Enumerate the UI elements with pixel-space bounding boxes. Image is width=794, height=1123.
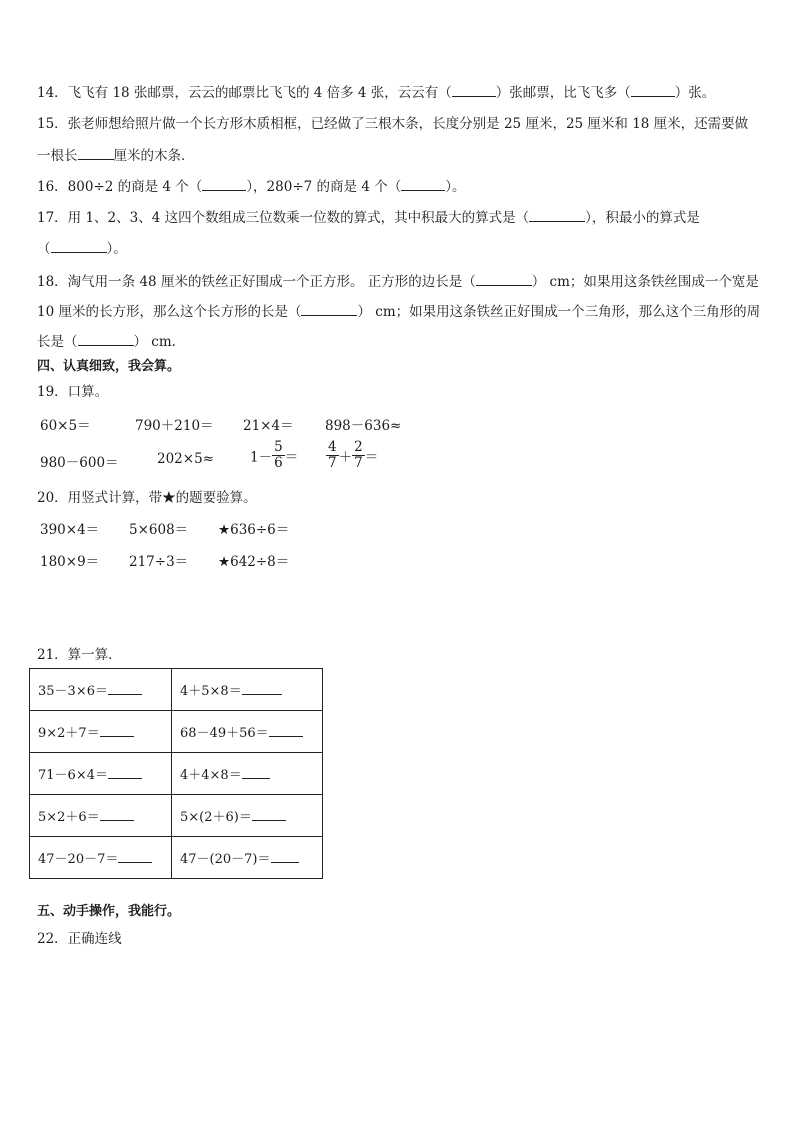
q19-frac2-den2: 7 [354,455,363,471]
cell-expression: 4＋4×8＝ [180,768,242,783]
question-20-title: 20．用竖式计算，带★的题要验算。 [37,490,257,506]
cell-expression: 35－3×6＝ [38,684,108,699]
answer-blank[interactable] [100,806,134,821]
q17-text-a: 17．用 1、2、3、4 这四个数组成三位数乘一位数的算式，其中积最大的算式是（ [37,210,530,226]
q16-text-a: 16．800÷2 的商是 4 个（ [37,179,203,195]
q18-text-c: 10 厘米的长方形，那么这个长方形的长是（ [37,304,302,320]
q19-fraction-4-7 [326,440,339,471]
q14-text-c: ）张。 [674,85,716,101]
table-cell [30,753,172,795]
q20-item-6: ★642÷8＝ [218,554,290,570]
answer-blank[interactable] [271,848,299,863]
answer-blank[interactable] [108,680,142,695]
q18-blank-2[interactable] [301,301,357,316]
table-cell [172,753,323,795]
q19-item-1: 60×5＝ [40,418,91,434]
q19-item-4: 898－636≈ [325,418,402,434]
q19-item-7 [250,440,298,471]
cell-expression: 5×2＋6＝ [38,810,100,825]
q19-item-3: 21×4＝ [243,418,294,434]
answer-blank[interactable] [242,764,270,779]
q19-frac2-num1: 4 [328,439,337,455]
q18-blank-3[interactable] [78,331,134,346]
q20-row-1 [37,518,437,540]
table-row [30,711,323,753]
question-21-title: 21．算一算． [37,647,122,663]
q17-text-d: ）。 [106,241,127,257]
q15-blank[interactable] [78,145,114,160]
table-cell [172,669,323,711]
q14-blank-2[interactable] [631,82,675,97]
question-15-line-1: 15．张老师想给照片做一个长方形木质相框，已经做了三根木条，长度分别是 25 厘米，25 厘米和 18 厘米，还需要做 [37,116,749,132]
q15-text-b: 厘米的木条． [113,148,195,164]
q20-item-5: 217÷3＝ [129,554,189,570]
q21-calc-table [29,668,323,879]
q17-blank-1[interactable] [529,207,585,222]
q19-frac2-den1: 7 [328,455,337,471]
q16-text-c: ）。 [445,179,466,195]
table-row [30,669,323,711]
question-18-line-2 [37,301,764,322]
cell-expression: 68－49＋56＝ [180,726,269,741]
q19-row-2 [37,440,437,484]
table-cell [172,711,323,753]
q19-frac1-den: 6 [274,455,283,471]
q16-text-b: ），280÷7 的商是 4 个（ [246,179,402,195]
table-cell [172,795,323,837]
answer-blank[interactable] [242,680,282,695]
question-16 [37,176,764,197]
table-cell [30,711,172,753]
section-4-heading: 四、认真细致，我会算。 [37,359,181,374]
q14-blank-1[interactable] [452,82,496,97]
table-cell [30,837,172,879]
answer-blank[interactable] [252,806,286,821]
table-row [30,795,323,837]
q15-text-a: 一根长 [37,148,78,164]
q14-text-a: 14．飞飞有 18 张邮票，云云的邮票比飞飞的 4 倍多 4 张，云云有（ [37,85,452,101]
question-19-title: 19．口算。 [37,384,109,400]
q18-text-d: ） cm；如果用这条铁丝正好围成一个三角形，那么这个三角形的周 [357,304,761,320]
question-17-line-1 [37,207,764,228]
q17-text-b: ），积最小的算式是 [585,210,700,226]
q19-frac2-suffix: ＝ [364,449,379,466]
cell-expression: 5×(2＋6)＝ [180,810,252,825]
q19-fraction-2-7 [352,440,365,471]
q19-frac1-suffix: ＝ [284,449,299,466]
q20-item-1: 390×4＝ [40,522,100,538]
answer-blank[interactable] [118,848,152,863]
q19-frac1-num: 5 [274,439,283,455]
table-cell [172,837,323,879]
cell-expression: 9×2＋7＝ [38,726,100,741]
q18-text-b: ） cm；如果用这条铁丝围成一个宽是 [531,274,759,290]
q19-frac1-prefix: 1－ [250,449,273,466]
q18-text-a: 18．淘气用一条 48 厘米的铁丝正好围成一个正方形。 正方形的边长是（ [37,274,476,290]
table-row [30,753,323,795]
cell-expression: 47－20－7＝ [38,852,119,867]
q19-item-5: 980－600＝ [40,455,119,471]
answer-blank[interactable] [108,764,142,779]
q19-frac2-num2: 2 [354,439,363,455]
q17-text-c: （ [37,241,51,257]
q19-frac2-op: ＋ [338,449,353,466]
section-5-heading: 五、动手操作，我能行。 [37,904,181,919]
question-15-line-2 [37,145,764,166]
q19-fraction-5-6 [272,440,285,471]
cell-expression: 71－6×4＝ [38,768,108,783]
q18-blank-1[interactable] [476,271,532,286]
q20-item-2: 5×608＝ [129,522,189,538]
table-cell [30,795,172,837]
cell-expression: 47－(20－7)＝ [180,852,271,867]
answer-blank[interactable] [100,722,134,737]
q20-row-2 [37,550,437,572]
table-row [30,837,323,879]
question-18-line-3 [37,331,764,352]
question-14 [37,82,764,103]
q17-blank-2[interactable] [51,238,107,253]
q14-text-b: ）张邮票，比飞飞多（ [495,85,631,101]
q20-item-3: ★636÷6＝ [218,522,290,538]
cell-expression: 4＋5×8＝ [180,684,242,699]
q18-text-f: ） cm. [133,334,176,350]
q19-item-2: 790＋210＝ [135,418,214,434]
q19-item-8 [326,440,378,471]
q19-row-1 [37,414,437,436]
q19-item-6: 202×5≈ [157,451,214,467]
answer-blank[interactable] [269,722,303,737]
question-22-title: 22．正确连线 [37,931,122,947]
q16-blank-1[interactable] [202,176,246,191]
q20-item-4: 180×9＝ [40,554,100,570]
q18-text-e: 长是（ [37,334,78,350]
question-18-line-1 [37,271,764,292]
table-cell [30,669,172,711]
question-17-line-2 [37,238,764,259]
q16-blank-2[interactable] [401,176,445,191]
